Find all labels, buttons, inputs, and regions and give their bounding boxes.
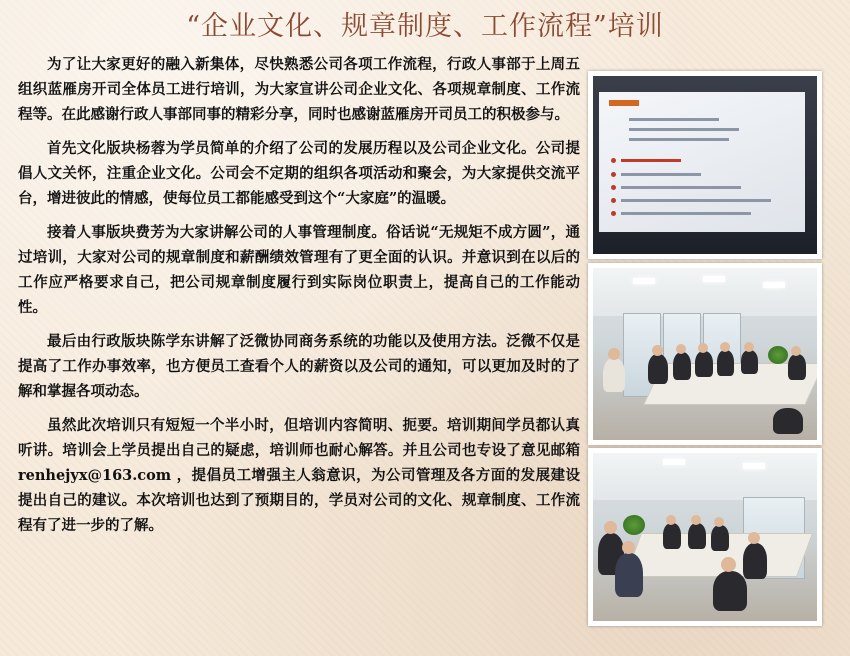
paragraph-culture: 首先文化版块杨蓉为学员简单的介绍了公司的发展历程以及公司企业文化。公司提倡人文关怀，注重企业文化。公司会不定期的组织各项活动和聚会，为大家提供交流平台，增进彼此的情感，使每位员工都能感受到这个“大家庭”的温暖。 — [18, 140, 580, 207]
paragraph-intro: 为了让大家更好的融入新集体，尽快熟悉公司各项工作流程，行政人事部于上周五组织蓝雁房开司全体员工进行培训，为大家宣讲公司企业文化、各项规章制度、工作流程等。在此感谢行政人事部同事的精彩分享，同时也感谢蓝雁房开司员工的积极参与。 — [18, 56, 580, 123]
photo-meeting-room-1 — [588, 263, 822, 445]
projected-slide — [599, 92, 805, 232]
paragraph-hr: 接着人事版块费芳为大家讲解公司的人事管理制度。俗话说“无规矩不成方圆”，通过培训，大家对公司的规章制度和薪酬绩效管理有了更全面的认识。并意识到在以后的工作应严格要求自己，把公司规章制度履行到实际岗位职责上，提高自己的工作能动性。 — [18, 224, 580, 316]
paragraph-summary: 虽然此次培训只有短短一个半小时，但培训内容简明、扼要。培训期间学员都认真听讲。培训会上学员提出自己的疑虑，培训师也耐心解答。并且公司也专设了意见邮箱renhejyx@163.com ，提倡员工增强主人翁意识，为公司管理及各方面的发展建设提出自己的建议。本次培训也达到了预期目的，学员对公司的文化、规章制度、工作流程有了进一步的了解。 — [18, 417, 580, 534]
photo-presentation-slide — [588, 71, 822, 259]
article-body — [18, 52, 580, 547]
paragraph-admin: 最后由行政版块陈学东讲解了泛微协同商务系统的功能以及使用方法。泛微不仅是提高了工作办事效率，也方便员工查看个人的薪资以及公司的通知，可以更加及时的了解和掌握各项动态。 — [18, 333, 580, 400]
photo-meeting-room-2 — [588, 448, 822, 626]
page-title: “企业文化、规章制度、工作流程”培训 — [186, 11, 664, 42]
